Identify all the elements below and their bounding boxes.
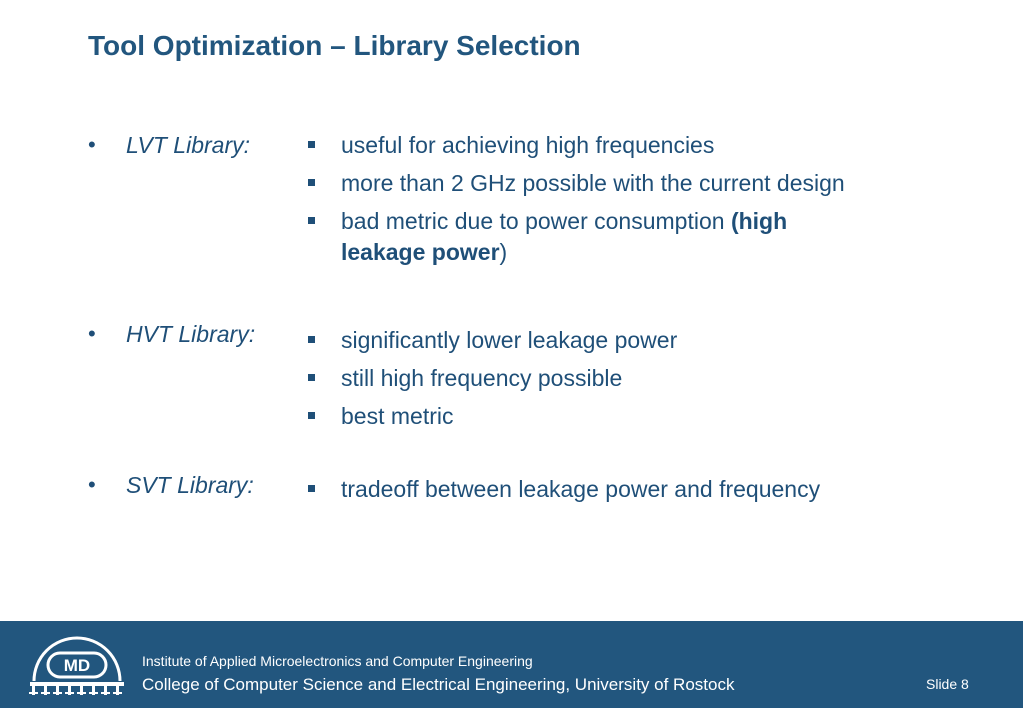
bullet-marker: • [88, 321, 96, 346]
section-label: SVT Library: [126, 472, 254, 498]
list-item-text: tradeoff between leakage power and frequency [341, 476, 821, 502]
slide-title: Tool Optimization – Library Selection [88, 30, 581, 61]
list-item-text: more than 2 GHz possible with the current design [341, 170, 845, 196]
institute-name: Institute of Applied Microelectronics and Computer Engineering [142, 653, 533, 669]
list-item-emphasis: (high leakage power [341, 208, 788, 265]
list-item-text-end: ) [499, 239, 508, 265]
square-bullet-icon [308, 141, 315, 148]
item-list [306, 130, 866, 275]
square-bullet-icon [308, 179, 315, 186]
list-item [306, 206, 866, 268]
list-item-text: useful for achieving high frequencies [341, 132, 715, 158]
md-chip-logo-icon [28, 629, 126, 701]
list-item [306, 474, 866, 505]
slide-number: Slide 8 [926, 676, 969, 692]
footer-bar [0, 621, 1023, 708]
square-bullet-icon [308, 217, 315, 224]
list-item-text: bad metric due to power consumption [341, 208, 731, 234]
section-label: HVT Library: [126, 321, 256, 347]
list-item [306, 130, 866, 161]
list-item [306, 401, 866, 432]
list-item-text: best metric [341, 403, 454, 429]
item-list [306, 474, 866, 512]
square-bullet-icon [308, 485, 315, 492]
section-label: LVT Library: [126, 132, 250, 158]
list-item [306, 168, 866, 199]
list-item [306, 363, 866, 394]
bullet-marker: • [88, 132, 96, 157]
square-bullet-icon [308, 412, 315, 419]
list-item-text: still high frequency possible [341, 365, 623, 391]
logo-text: MD [63, 656, 91, 675]
list-item-text: significantly lower leakage power [341, 327, 678, 353]
list-item [306, 325, 866, 356]
item-list [306, 325, 866, 439]
square-bullet-icon [308, 374, 315, 381]
square-bullet-icon [308, 336, 315, 343]
college-name: College of Computer Science and Electrical Engineering, University of Rostock [142, 675, 735, 694]
bullet-marker: • [88, 472, 96, 497]
